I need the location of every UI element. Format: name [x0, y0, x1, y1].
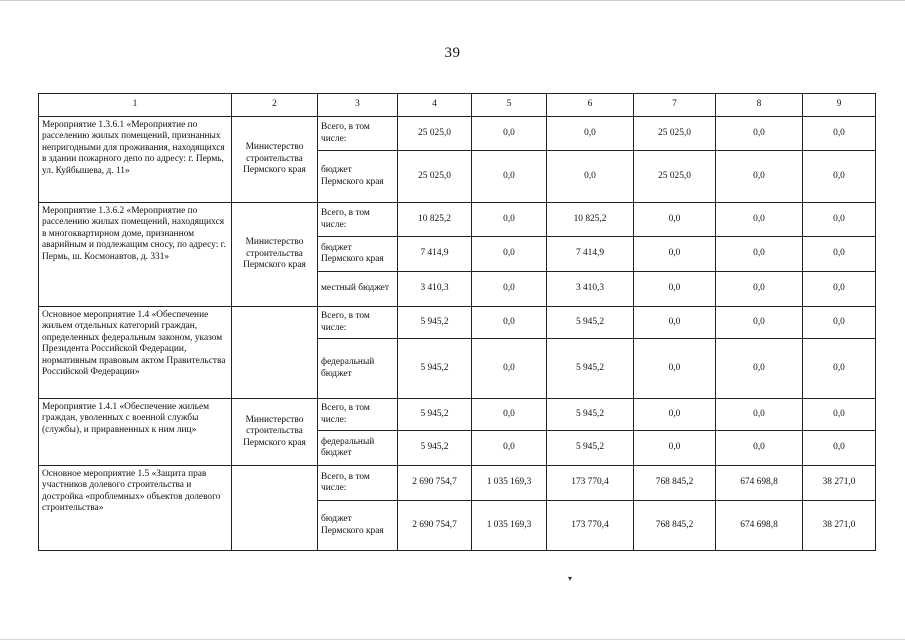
- scan-mark: ▾: [568, 574, 573, 583]
- amount-cell: 0,0: [472, 431, 547, 466]
- column-header: 7: [634, 94, 716, 117]
- amount-cell: 0,0: [803, 272, 876, 307]
- funding-source-cell: бюджет Пермского края: [318, 151, 398, 203]
- activity-name-cell: Основное мероприятие 1.5 «Защита прав участников долевого строительства и достройка «проблемных» объектов долевого строительства»: [39, 466, 232, 551]
- page-top-edge: [0, 0, 905, 1]
- amount-cell: 0,0: [716, 431, 803, 466]
- funding-source-cell: федеральный бюджет: [318, 431, 398, 466]
- column-header: 6: [547, 94, 634, 117]
- amount-cell: 5 945,2: [547, 307, 634, 339]
- amount-cell: 0,0: [716, 307, 803, 339]
- funding-source-cell: Всего, в том числе:: [318, 307, 398, 339]
- amount-cell: 0,0: [803, 151, 876, 203]
- amount-cell: 0,0: [634, 203, 716, 237]
- amount-cell: 0,0: [716, 272, 803, 307]
- table-row: [39, 307, 876, 339]
- amount-cell: 0,0: [716, 339, 803, 399]
- amount-cell: 674 698,8: [716, 466, 803, 501]
- amount-cell: 173 770,4: [547, 466, 634, 501]
- amount-cell: 0,0: [472, 339, 547, 399]
- amount-cell: 0,0: [472, 151, 547, 203]
- amount-cell: 25 025,0: [398, 117, 472, 151]
- amount-cell: 0,0: [472, 117, 547, 151]
- amount-cell: 674 698,8: [716, 501, 803, 551]
- amount-cell: 0,0: [472, 307, 547, 339]
- amount-cell: 0,0: [803, 203, 876, 237]
- amount-cell: 0,0: [716, 151, 803, 203]
- amount-cell: 0,0: [472, 399, 547, 431]
- amount-cell: 0,0: [472, 272, 547, 307]
- column-header: 5: [472, 94, 547, 117]
- amount-cell: 0,0: [716, 237, 803, 272]
- amount-cell: 5 945,2: [398, 307, 472, 339]
- funding-source-cell: бюджет Пермского края: [318, 501, 398, 551]
- funding-source-cell: Всего, в том числе:: [318, 203, 398, 237]
- amount-cell: 0,0: [634, 237, 716, 272]
- amount-cell: 0,0: [716, 203, 803, 237]
- activity-name-cell: Мероприятие 1.3.6.1 «Мероприятие по расселению жилых помещений, признанных непригодными для проживания, находящихся в здании пожарного депо по адресу: г. Пермь, ул. Куйбышева, д. 11»: [39, 117, 232, 203]
- table-row: [39, 117, 876, 151]
- amount-cell: 0,0: [803, 237, 876, 272]
- amount-cell: 0,0: [803, 431, 876, 466]
- amount-cell: 5 945,2: [547, 431, 634, 466]
- executor-cell: Министерство строительства Пермского края: [232, 399, 318, 466]
- column-header: 9: [803, 94, 876, 117]
- amount-cell: 768 845,2: [634, 501, 716, 551]
- column-header: 3: [318, 94, 398, 117]
- amount-cell: 25 025,0: [398, 151, 472, 203]
- amount-cell: 0,0: [803, 399, 876, 431]
- amount-cell: 2 690 754,7: [398, 466, 472, 501]
- amount-cell: 5 945,2: [547, 339, 634, 399]
- amount-cell: 173 770,4: [547, 501, 634, 551]
- page-number: 39: [444, 45, 461, 61]
- amount-cell: 0,0: [803, 339, 876, 399]
- amount-cell: 0,0: [716, 117, 803, 151]
- amount-cell: 5 945,2: [398, 339, 472, 399]
- funding-source-cell: Всего, в том числе:: [318, 466, 398, 501]
- amount-cell: 0,0: [547, 151, 634, 203]
- amount-cell: 10 825,2: [398, 203, 472, 237]
- amount-cell: 5 945,2: [398, 399, 472, 431]
- amount-cell: 0,0: [472, 237, 547, 272]
- amount-cell: 768 845,2: [634, 466, 716, 501]
- amount-cell: 0,0: [472, 203, 547, 237]
- funding-source-cell: Всего, в том числе:: [318, 399, 398, 431]
- amount-cell: 3 410,3: [398, 272, 472, 307]
- amount-cell: 5 945,2: [398, 431, 472, 466]
- amount-cell: 0,0: [634, 399, 716, 431]
- funding-source-cell: местный бюджет: [318, 272, 398, 307]
- funding-source-cell: бюджет Пермского края: [318, 237, 398, 272]
- column-header: 2: [232, 94, 318, 117]
- amount-cell: 25 025,0: [634, 117, 716, 151]
- activity-name-cell: Основное мероприятие 1.4 «Обеспечение жильем отдельных категорий граждан, определенных федеральным законом, указом Президента Российской Федерации, нормативным правовым актом Правительства Российской Федерации»: [39, 307, 232, 399]
- amount-cell: 3 410,3: [547, 272, 634, 307]
- amount-cell: 0,0: [634, 339, 716, 399]
- table-row: [39, 399, 876, 431]
- amount-cell: 5 945,2: [547, 399, 634, 431]
- column-header: 8: [716, 94, 803, 117]
- amount-cell: 2 690 754,7: [398, 501, 472, 551]
- amount-cell: 0,0: [803, 117, 876, 151]
- amount-cell: 38 271,0: [803, 466, 876, 501]
- amount-cell: 0,0: [634, 272, 716, 307]
- amount-cell: 0,0: [634, 307, 716, 339]
- funding-source-cell: Всего, в том числе:: [318, 117, 398, 151]
- table-header-row: [39, 94, 876, 117]
- executor-cell: Министерство строительства Пермского края: [232, 117, 318, 203]
- amount-cell: 38 271,0: [803, 501, 876, 551]
- table-row: [39, 203, 876, 237]
- funding-source-cell: федеральный бюджет: [318, 339, 398, 399]
- amount-cell: 0,0: [547, 117, 634, 151]
- activity-name-cell: Мероприятие 1.3.6.2 «Мероприятие по расселению жилых помещений, находящихся в многоквартирном доме, признанном аварийным и подлежащим сносу, по адресу: г. Пермь, ш. Космонавтов, д. 331»: [39, 203, 232, 307]
- amount-cell: 10 825,2: [547, 203, 634, 237]
- amount-cell: 0,0: [803, 307, 876, 339]
- amount-cell: 25 025,0: [634, 151, 716, 203]
- executor-cell: Министерство строительства Пермского края: [232, 203, 318, 307]
- executor-cell: [232, 466, 318, 551]
- amount-cell: 0,0: [634, 431, 716, 466]
- executor-cell: [232, 307, 318, 399]
- amount-cell: 1 035 169,3: [472, 501, 547, 551]
- amount-cell: 1 035 169,3: [472, 466, 547, 501]
- table-row: [39, 466, 876, 501]
- activity-name-cell: Мероприятие 1.4.1 «Обеспечение жильем граждан, уволенных с военной службы (службы), и приравненных к ним лиц»: [39, 399, 232, 466]
- amount-cell: 7 414,9: [398, 237, 472, 272]
- column-header: 1: [39, 94, 232, 117]
- amount-cell: 7 414,9: [547, 237, 634, 272]
- budget-table: [38, 93, 876, 551]
- column-header: 4: [398, 94, 472, 117]
- amount-cell: 0,0: [716, 399, 803, 431]
